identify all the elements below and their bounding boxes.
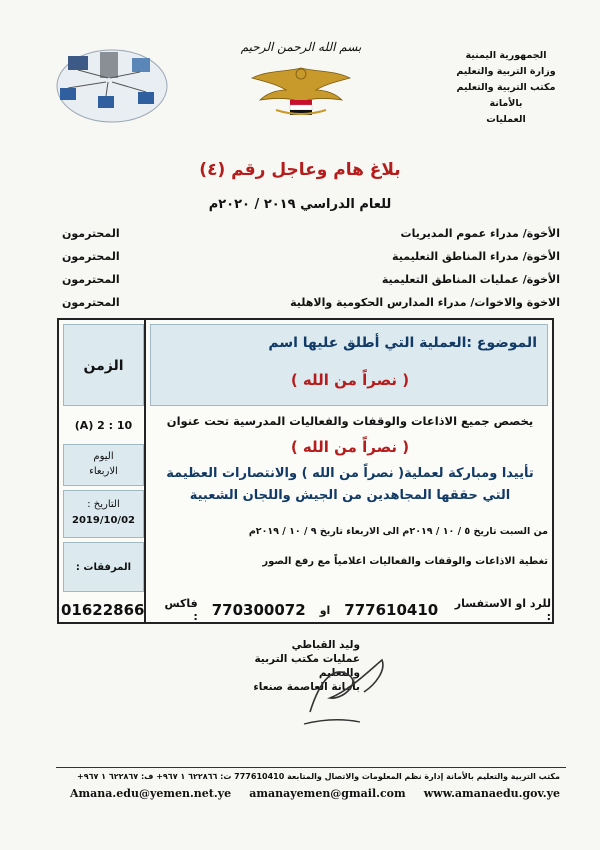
date-cell: [63, 490, 144, 538]
inquiry-label: للرد او الاستفسار :: [454, 597, 551, 623]
content-column: [144, 320, 552, 622]
footer-email-2[interactable]: amanayemen@gmail.com: [249, 787, 406, 800]
subject-panel: [150, 324, 548, 406]
fax-label: فاكس :: [164, 597, 198, 623]
recipient-row: [62, 268, 560, 291]
recipients-list: [62, 222, 560, 314]
operation-name: ( نصراً من الله ): [290, 371, 410, 389]
day-label: اليوم: [93, 451, 114, 462]
bulletin-box: [57, 318, 554, 624]
phone-1: 777610410: [344, 601, 439, 619]
fax-number: 01622866: [61, 601, 145, 619]
time-label: الزمن: [63, 324, 144, 406]
day-value: الاربعاء: [89, 466, 118, 477]
footer-divider: [56, 767, 566, 768]
body-line-2: ( نصراً من الله ): [290, 438, 410, 456]
or-label: او: [319, 603, 331, 617]
footer-email-1[interactable]: Amana.edu@yemen.net.ye: [70, 787, 232, 800]
date-value: 2019/10/02: [72, 515, 135, 526]
body-line-4: التي حققها المجاهدين من الجيش واللجان الشعبية: [189, 488, 511, 503]
phone-2: 770300072: [211, 601, 306, 619]
recipient-name: الاخوة والاخوات/ مدراء المدارس الحكومية والاهلية: [290, 296, 560, 309]
body-line-6: تغطية الاذاعات والوقفات والفعاليات اعلامياً مع رفع الصور: [262, 556, 548, 567]
dept-name: العمليات: [486, 114, 526, 125]
recipient-honorific: المحترمون: [62, 250, 120, 263]
body-line-3: تأييدا ومباركة لعملية( نصراً من الله ) والانتصارات العظيمة: [166, 466, 534, 481]
date-label: التاريخ :: [87, 499, 120, 510]
footer-office-text: مكتب التربية والتعليم بالأمانة إدارة نظم المعلومات والاتصال والمتابعة 777610410 ت: ٦٢٢٨٦٦ ١ ٩٦٧+ ف: ٦٢٢٨٦٧ ١ ٩٦٧+: [77, 772, 560, 781]
footer-website[interactable]: www.amanaedu.gov.ye: [423, 787, 560, 800]
recipient-row: [62, 222, 560, 245]
republic-name: الجمهورية اليمنية: [465, 50, 547, 61]
contact-bar: [61, 598, 551, 622]
time-value: (A) 2 : 10: [74, 419, 133, 432]
signer-role: عمليات مكتب التربية والتعليم: [254, 653, 360, 679]
signer-name: وليد القباطي: [291, 639, 360, 651]
academic-year: للعام الدراسي ٢٠١٩ / ٢٠٢٠م: [208, 197, 392, 212]
recipient-honorific: المحترمون: [62, 227, 120, 240]
basmala: بسم الله الرحمن الرحيم: [240, 40, 362, 54]
bulletin-title: بلاغ هام وعاجل رقم (٤): [199, 160, 401, 180]
header-authority: [446, 48, 566, 128]
meta-column: [59, 320, 148, 622]
attachments-label: المرفقات :: [63, 542, 144, 592]
office-name: مكتب التربية والتعليم بالأمانة: [456, 82, 556, 109]
computer-network-icon: [50, 44, 170, 128]
recipient-name: الأخوة/ عمليات المناطق التعليمية: [381, 273, 560, 286]
handwritten-signature-icon: [290, 640, 400, 730]
eagle-emblem-icon: [246, 60, 356, 120]
body-line-5: من السبت تاريخ ٥ / ١٠ / ٢٠١٩م الى الاربعاء تاريخ ٩ / ١٠ / ٢٠١٩م: [248, 526, 548, 537]
body-line-1: يخصص جميع الاذاعات والوقفات والفعاليات المدرسية تحت عنوان: [166, 414, 534, 428]
recipient-name: الأخوة/ مدراء عموم المديريات: [400, 227, 560, 240]
recipient-honorific: المحترمون: [62, 296, 120, 309]
recipient-honorific: المحترمون: [62, 273, 120, 286]
day-cell: [63, 444, 144, 486]
signer-location: بأمانة العاصمة صنعاء: [253, 681, 360, 693]
footer-contacts: [70, 787, 560, 800]
ministry-name: وزارة التربية والتعليم: [456, 66, 556, 77]
recipient-row: [62, 245, 560, 268]
subject-line: الموضوع :العملية التي أطلق عليها اسم: [268, 335, 537, 351]
recipient-name: الأخوة/ مدراء المناطق التعليمية: [392, 250, 560, 263]
recipient-row: [62, 291, 560, 314]
